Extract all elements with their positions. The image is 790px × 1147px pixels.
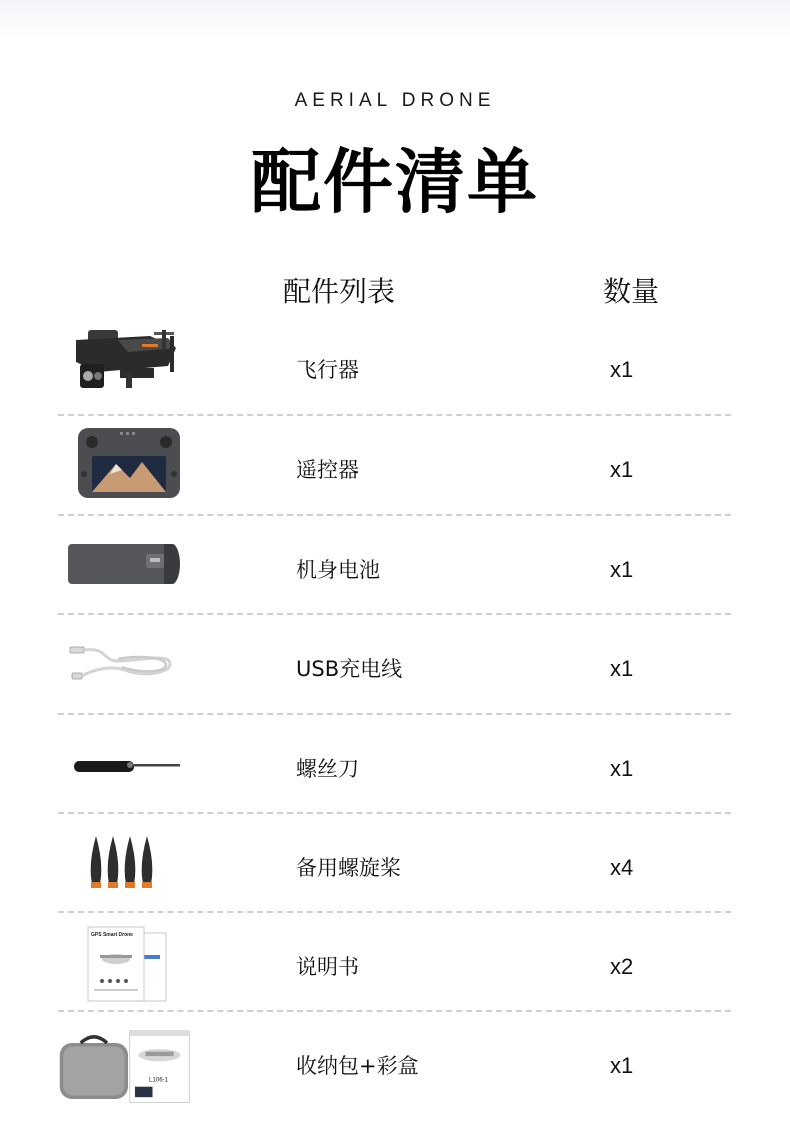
row-separator	[58, 1010, 731, 1012]
item-qty: x1	[610, 357, 634, 382]
list-item	[0, 816, 790, 915]
case-box-icon	[58, 1014, 198, 1113]
screwdriver-icon	[58, 717, 198, 816]
box-model-label: L106-1	[149, 1076, 169, 1084]
list-item	[0, 518, 790, 617]
row-separator	[58, 414, 731, 416]
list-item	[0, 617, 790, 716]
row-separator	[58, 514, 731, 516]
manual-icon	[58, 915, 198, 1014]
drone-icon	[58, 318, 198, 417]
propeller-icon	[58, 816, 198, 915]
row-separator	[58, 812, 731, 814]
item-qty: x4	[610, 855, 634, 880]
list-item	[0, 717, 790, 816]
item-name: 螺丝刀	[296, 757, 359, 781]
item-qty: x1	[610, 1053, 634, 1078]
page-subtitle: AERIAL DRONE	[294, 90, 496, 111]
remote-controller-icon	[58, 418, 198, 517]
item-qty: x1	[610, 557, 634, 582]
row-separator	[58, 613, 731, 615]
column-header-name: 配件列表	[283, 275, 396, 308]
item-qty: x1	[610, 656, 634, 681]
manual-cover-title: GPS Smart Drone	[91, 932, 133, 938]
item-name: 遥控器	[296, 458, 359, 482]
battery-icon	[58, 518, 198, 617]
row-separator	[58, 713, 731, 715]
item-name: 机身电池	[296, 558, 380, 582]
item-name: 说明书	[296, 955, 359, 979]
list-item	[0, 418, 790, 517]
page-title: 配件清单	[251, 141, 539, 223]
item-qty: x1	[610, 756, 634, 781]
item-name: 收纳包+彩盒	[296, 1054, 419, 1078]
list-item	[0, 318, 790, 417]
list-item	[0, 1014, 790, 1113]
row-separator	[58, 911, 731, 913]
top-fade	[0, 0, 790, 40]
item-qty: x2	[610, 954, 634, 979]
item-name: 备用螺旋桨	[296, 856, 401, 880]
list-item	[0, 915, 790, 1014]
item-name: 飞行器	[296, 358, 359, 382]
item-name: USB充电线	[296, 657, 403, 681]
item-qty: x1	[610, 457, 634, 482]
usb-cable-icon	[58, 617, 198, 716]
column-header-quantity: 数量	[603, 275, 660, 308]
